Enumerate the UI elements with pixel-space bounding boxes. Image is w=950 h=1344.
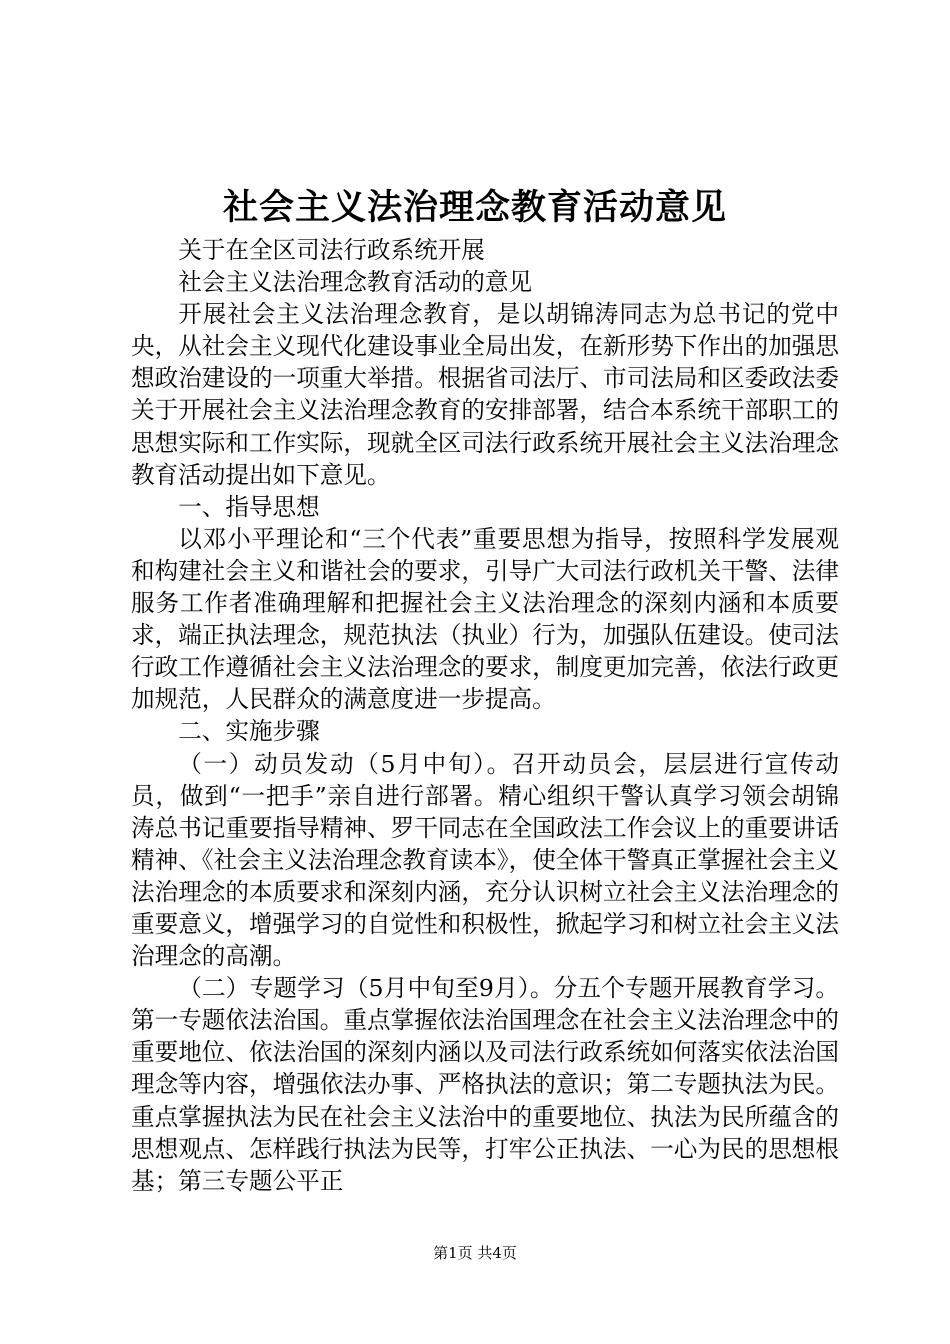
document-title: 社会主义法治理念教育活动意见 — [222, 187, 727, 228]
document-body — [131, 234, 839, 1197]
section-heading-guiding-thought: 一、指导思想 — [178, 492, 320, 521]
subtitle-line-2: 社会主义法治理念教育活动的意见 — [178, 268, 533, 297]
section-heading-implementation-steps: 二、实施步骤 — [178, 717, 320, 746]
page-number-footer: 第1页 共4页 — [433, 1244, 517, 1262]
guiding-thought-paragraph: 以邓小平理论和“三个代表”重要思想为指导，按照科学发展观和构建社会主义和谐社会的要求，引导广大司法行政机关干警、法律服务工作者准确理解和把握社会主义法治理念的深刻内涵和本质要求，端正执法理念，规范执法（执业）行为，加强队伍建设。使司法行政工作遵循社会主义法治理念的要求，制度更加完善，依法行政更加规范，人民群众的满意度进一步提高。 — [131, 524, 839, 714]
step-two-paragraph: （二）专题学习（5月中旬至9月）。分五个专题开展教育学习。第一专题依法治国。重点掌握依法治国理念在社会主义法治理念中的重要地位、依法治国的深刻内涵以及司法行政系统如何落实依法治国理念等内容，增强依法办事、严格执法的意识；第二专题执法为民。重点掌握执法为民在社会主义法治中的重要地位、执法为民所蕴含的思想观点、怎样践行执法为民等，打牢公正执法、一心为民的思想根基；第三专题公平正 — [131, 974, 839, 1195]
intro-paragraph: 开展社会主义法治理念教育，是以胡锦涛同志为总书记的党中央，从社会主义现代化建设事业全局出发，在新形势下作出的加强思想政治建设的一项重大举措。根据省司法厅、市司法局和区委政法委关于开展社会主义法治理念教育的安排部署，结合本系统干部职工的思想实际和工作实际，现就全区司法行政系统开展社会主义法治理念教育活动提出如下意见。 — [131, 300, 839, 489]
subtitle-line-1: 关于在全区司法行政系统开展 — [178, 236, 485, 264]
step-one-paragraph: （一）动员发动（5月中旬）。召开动员会，层层进行宣传动员，做到“一把手”亲自进行部署。精心组织干警认真学习领会胡锦涛总书记重要指导精神、罗干同志在全国政法工作会议上的重要讲话精神、《社会主义法治理念教育读本》，使全体干警真正掌握社会主义法治理念的本质要求和深刻内涵，充分认识树立社会主义法治理念的重要意义，增强学习的自觉性和积极性，掀起学习和树立社会主义法治理念的高潮。 — [131, 749, 839, 971]
